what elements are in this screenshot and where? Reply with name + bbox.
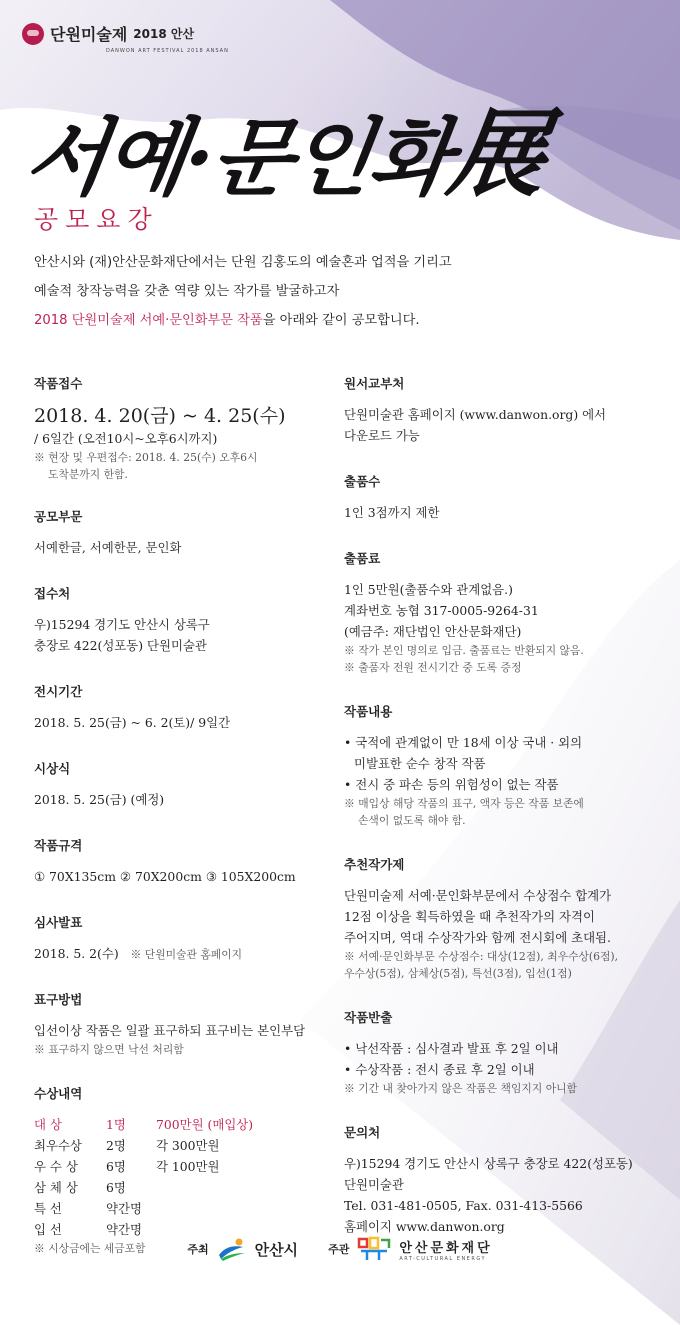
host-name: 안산시	[254, 1240, 299, 1259]
prize-count: 약간명	[106, 1201, 142, 1216]
size-text: ① 70X135cm ② 70X200cm ③ 105X200cm	[34, 869, 296, 884]
return-label: 작품반출	[344, 1010, 393, 1025]
section-heading: 공모요강	[34, 205, 159, 234]
result-block	[34, 913, 334, 964]
reception-duration: / 6일간 (오전10시~오후6시까지)	[34, 431, 218, 446]
form-line: 다운로드 가능	[344, 428, 420, 443]
prizes-block	[34, 1084, 334, 1257]
count-label: 출품수	[344, 474, 381, 489]
prize-row	[34, 1135, 334, 1156]
form-block	[344, 374, 664, 446]
return-bullet: • 수상작품 : 전시 종료 후 2일 이내	[344, 1062, 535, 1077]
contact-line: 홈페이지 www.danwon.org	[344, 1219, 505, 1234]
content-bullet: • 전시 중 파손 등의 위험성이 없는 작품	[344, 777, 559, 792]
intro-line: 안산시와 (재)안산문화재단에서는 단원 김홍도의 예술혼과 업적을 기리고	[34, 255, 452, 270]
category-block	[34, 507, 334, 558]
recommend-line: 12점 이상을 획득하였을 때 추천작가의 자격이	[344, 909, 595, 924]
host-group	[187, 1237, 298, 1261]
organizer-text	[399, 1237, 492, 1262]
host-role: 주최	[187, 1243, 209, 1256]
fee-line: 계좌번호 농협 317-0005-9264-31	[344, 603, 539, 618]
foundation-logo-icon	[357, 1236, 391, 1262]
organizer-name: 안산문화재단	[399, 1240, 493, 1256]
prize-name: 특 선	[34, 1201, 62, 1216]
recommend-block	[344, 855, 664, 982]
award-ceremony-block	[34, 759, 334, 810]
result-label: 심사발표	[34, 915, 83, 930]
content-bullet-cont: 미발표한 순수 창작 작품	[354, 756, 486, 771]
fee-note: ※ 작가 본인 명의로 입금. 출품료는 반환되지 않음.	[344, 644, 584, 657]
content-label: 작품내용	[344, 704, 393, 719]
prize-count: 1명	[106, 1117, 126, 1132]
form-label: 원서교부처	[344, 376, 405, 391]
fee-block	[344, 549, 664, 676]
count-block	[344, 472, 664, 523]
contact-line: 우)15294 경기도 안산시 상록구 충장로 422(성포동)	[344, 1156, 633, 1171]
prize-amount: 각 300만원	[156, 1138, 220, 1153]
prize-name: 대 상	[34, 1117, 62, 1132]
prize-row	[34, 1114, 334, 1135]
calligraphy-title	[18, 78, 657, 215]
intro-line: 예술적 창작능력을 갖춘 역량 있는 작가를 발굴하고자	[34, 284, 340, 299]
logo-year: 2018 안산	[133, 27, 195, 41]
content-note: 손색이 없도록 해야 함.	[358, 814, 466, 827]
festival-logo	[22, 22, 194, 45]
category-text: 서예한글, 서예한문, 문인화	[34, 540, 182, 555]
form-line: 단원미술관 홈페이지 (www.danwon.org) 에서	[344, 407, 607, 422]
contact-label: 문의처	[344, 1125, 381, 1140]
exhibit-label: 전시기간	[34, 684, 83, 699]
return-block	[344, 1008, 664, 1097]
place-line: 우)15294 경기도 안산시 상록구	[34, 617, 210, 632]
organizer-subtitle: ART-CULTURAL ENERGY	[399, 1255, 486, 1262]
reception-note: ※ 현장 및 우편접수: 2018. 4. 25(수) 오후6시	[34, 451, 258, 464]
intro-highlight: 2018 단원미술제 서예·문인화부문 작품	[34, 313, 263, 328]
sponsor-footer	[0, 1236, 680, 1262]
prize-count: 6명	[106, 1159, 126, 1174]
reception-label: 작품접수	[34, 376, 83, 391]
intro-paragraph	[34, 248, 634, 335]
size-label: 작품규격	[34, 838, 83, 853]
mounting-block	[34, 990, 334, 1058]
prize-amount: 각 100만원	[156, 1159, 220, 1174]
content-block	[344, 702, 664, 829]
prize-name: 우 수 상	[34, 1159, 78, 1174]
prize-amount: 700만원 (매입상)	[156, 1117, 254, 1132]
fee-note: ※ 출품자 전원 전시기간 중 도록 증정	[344, 661, 522, 674]
organizer-group	[328, 1236, 493, 1262]
title-text: 서예·문인화	[19, 108, 457, 207]
intro-line	[34, 306, 634, 335]
prize-row	[34, 1198, 334, 1219]
place-block	[34, 584, 334, 656]
recommend-line: 주어지며, 역대 수상작가와 함께 전시회에 초대됨.	[344, 930, 611, 945]
title-han: 展	[442, 97, 552, 210]
fee-line: (예금주: 재단법인 안산문화재단)	[344, 624, 522, 639]
logo-subtitle: DANWON ART FESTIVAL 2018 ANSAN	[106, 48, 229, 54]
award-ceremony-text: 2018. 5. 25(금) (예정)	[34, 792, 165, 807]
reception-note: 도착분까지 한함.	[48, 468, 128, 481]
category-label: 공모부문	[34, 509, 83, 524]
intro-rest: 을 아래와 같이 공모합니다.	[262, 313, 420, 328]
fee-label: 출품료	[344, 551, 381, 566]
prize-count: 약간명	[106, 1222, 142, 1237]
right-column	[344, 374, 664, 1263]
mounting-note: ※ 표구하지 않으면 낙선 처리함	[34, 1043, 184, 1056]
recommend-note: ※ 서예·문인화부문 수상점수: 대상(12점), 최우수상(6점),	[344, 950, 619, 963]
prize-count: 6명	[106, 1180, 126, 1195]
contact-line: 단원미술관	[344, 1177, 404, 1192]
place-line: 충장로 422(성포동) 단원미술관	[34, 638, 207, 653]
ansan-city-logo-icon	[217, 1237, 247, 1261]
prizes-label: 수상내역	[34, 1086, 83, 1101]
reception-date: 2018. 4. 20(금) ~ 4. 25(수)	[34, 405, 286, 427]
prize-count: 2명	[106, 1138, 126, 1153]
contact-block	[344, 1123, 664, 1237]
logo-text: 단원미술제	[50, 25, 128, 44]
reception-block	[34, 374, 334, 483]
result-note: ※ 단원미술관 홈페이지	[130, 948, 243, 961]
exhibit-block	[34, 682, 334, 733]
recommend-line: 단원미술제 서예·문인화부문에서 수상점수 합계가	[344, 888, 612, 903]
return-bullet: • 낙선작품 : 심사결과 발표 후 2일 이내	[344, 1041, 559, 1056]
mounting-text: 입선이상 작품은 일괄 표구하되 표구비는 본인부담	[34, 1023, 306, 1038]
result-date: 2018. 5. 2(수)	[34, 946, 119, 961]
prize-row	[34, 1156, 334, 1177]
recommend-note: 우수상(5점), 삼체상(5점), 특선(3점), 입선(1점)	[344, 967, 572, 980]
count-text: 1인 3점까지 제한	[344, 505, 440, 520]
recommend-label: 추천작가제	[344, 857, 405, 872]
award-ceremony-label: 시상식	[34, 761, 71, 776]
festival-logo-icon	[22, 23, 44, 45]
prize-row	[34, 1177, 334, 1198]
mounting-label: 표구방법	[34, 992, 83, 1007]
left-column	[34, 374, 334, 1283]
result-line	[34, 943, 334, 964]
return-note: ※ 기간 내 찾아가지 않은 작품은 책임지지 아니함	[344, 1082, 577, 1095]
prize-name: 삼 체 상	[34, 1180, 78, 1195]
organizer-role: 주관	[328, 1243, 350, 1256]
size-block	[34, 836, 334, 887]
content-bullet: • 국적에 관계없이 만 18세 이상 국내 · 외의	[344, 735, 583, 750]
fee-line: 1인 5만원(출품수와 관계없음.)	[344, 582, 513, 597]
content-note: ※ 매입상 해당 작품의 표구, 액자 등은 작품 보존에	[344, 797, 584, 810]
prizes-note: ※ 시상금에는 세금포함	[34, 1242, 146, 1255]
place-label: 접수처	[34, 586, 71, 601]
prize-name: 입 선	[34, 1222, 62, 1237]
prize-name: 최우수상	[34, 1138, 82, 1153]
contact-line: Tel. 031-481-0505, Fax. 031-413-5566	[344, 1198, 583, 1213]
exhibit-text: 2018. 5. 25(금) ~ 6. 2(토)/ 9일간	[34, 715, 231, 730]
